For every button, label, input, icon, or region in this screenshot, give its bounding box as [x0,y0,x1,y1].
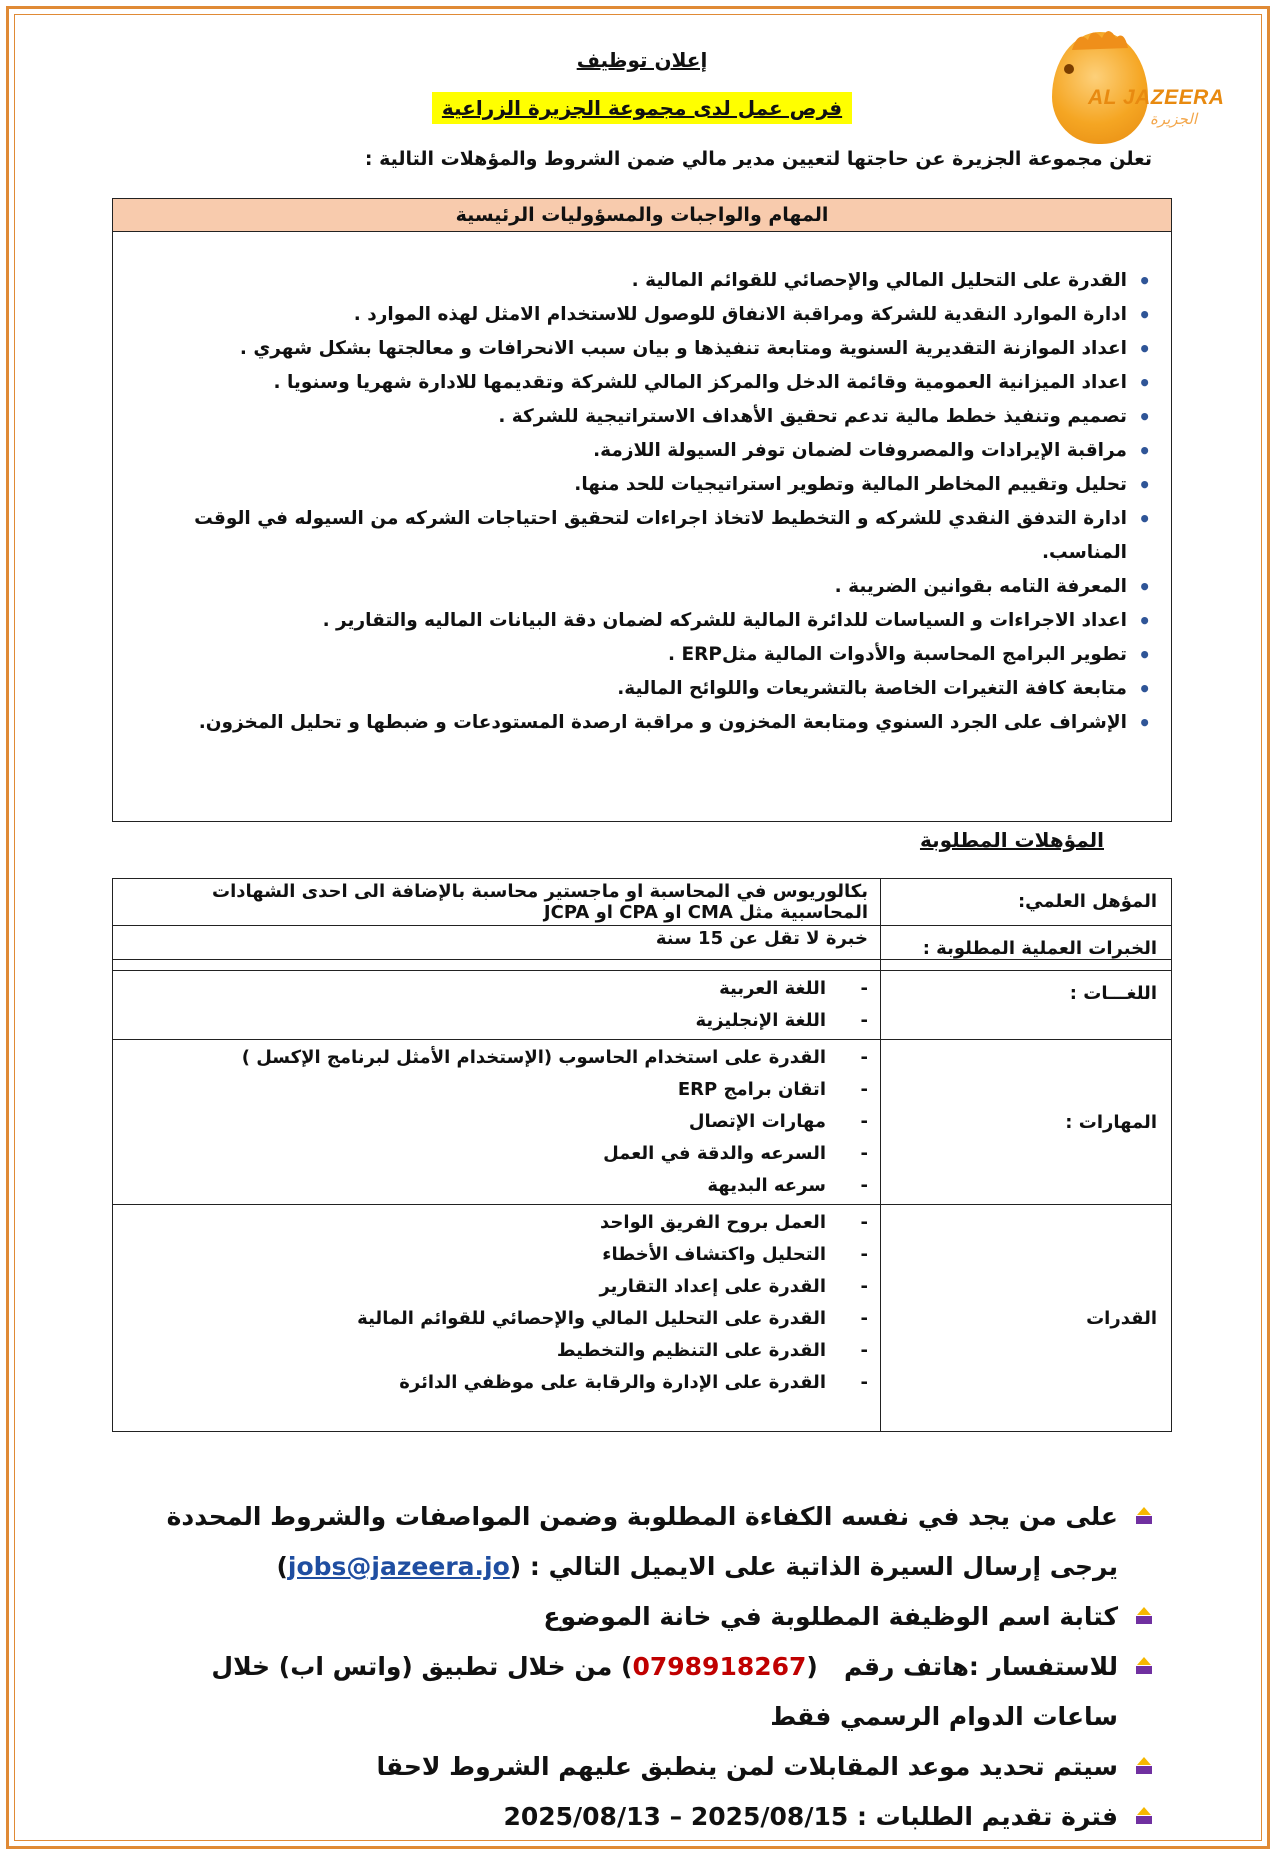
email-link[interactable]: jobs@jazeera.jo [287,1552,510,1581]
duty-item: • ادارة التدفق النقدي للشركه و التخطيط لاتخاذ اجراءات لتحقيق احتياجات الشركه من السيوله في الوقت المناسب. [127,502,1153,570]
spacer-cell [113,960,881,971]
instruction-text: فترة تقديم الطلبات : [856,1802,1118,1831]
duty-item: • الإشراف على الجرد السنوي ومتابعة المخزون و مراقبة ارصدة المستودعات و ضبطها و تحليل المخزون. [127,706,1153,740]
abilities-list [125,1207,868,1399]
list-item: - اللغة العربية [125,973,868,1005]
duty-item: • متابعة كافة التغيرات الخاصة بالتشريعات واللوائح المالية. [127,672,1153,706]
abilities-cell [113,1205,881,1432]
intro-text: تعلن مجموعة الجزيرة عن حاجتها لتعيين مدير مالي ضمن الشروط والمؤهلات التالية : [364,148,1152,170]
list-item: - القدرة على التنظيم والتخطيط [125,1335,868,1367]
list-item: - القدرة على إعداد التقارير [125,1271,868,1303]
page-subtitle: فرص عمل لدى مجموعة الجزيرة الزراعية [432,92,852,124]
education-label: المؤهل العلمي: [881,879,1172,926]
duty-item: • تحليل وتقييم المخاطر المالية وتطوير استراتيجيات للحد منها. [127,468,1153,502]
instruction-text: للاستفسار :هاتف رقم [843,1652,1118,1681]
list-item: - السرعه والدقة في العمل [125,1138,868,1170]
instruction-text: سيتم تحديد موعد المقابلات لمن ينطبق عليهم الشروط لاحقا [376,1752,1118,1781]
logo-arabic-text: الجزيرة [1150,110,1198,128]
list-item: - مهارات الإتصال [125,1106,868,1138]
list-item: - اتقان برامج ERP [125,1074,868,1106]
bullet-arrow-icon [1134,1756,1154,1776]
application-instructions [114,1492,1154,1842]
list-item: - القدرة على استخدام الحاسوب (الإستخدام الأمثل لبرنامج الإكسل ) [125,1042,868,1074]
duties-heading: المهام والواجبات والمسؤوليات الرئيسية [113,199,1171,232]
application-period [503,1802,848,1831]
abilities-label: القدرات [881,1205,1172,1432]
skills-label: المهارات : [881,1040,1172,1205]
list-item: - العمل بروح الفريق الواحد [125,1207,868,1239]
instruction-text: على من يجد في نفسه الكفاءة المطلوبة وضمن المواصفات والشروط المحددة [166,1502,1118,1531]
duty-item: • تطوير البرامج المحاسبة والأدوات المالية مثلERP . [127,638,1153,672]
date-from: 2025/08/13 [503,1802,661,1831]
languages-list [125,973,868,1037]
instruction-line: للاستفسار :هاتف رقم (0798918267) من خلال تطبيق (واتس اب) خلال [114,1642,1154,1692]
qualifications-table [112,878,1172,1432]
list-item: - القدرة على الإدارة والرقابة على موظفي الدائرة [125,1367,868,1399]
list-item: - سرعه البديهة [125,1170,868,1202]
table-row [113,926,1172,960]
table-row [113,971,1172,1040]
bullet-arrow-icon [1134,1506,1154,1526]
bullet-arrow-icon [1134,1806,1154,1826]
list-item: - التحليل واكتشاف الأخطاء [125,1239,868,1271]
announcement [112,30,1172,1830]
table-row [113,1205,1172,1432]
duty-item: • مراقبة الإيرادات والمصروفات لضمان توفر السيولة اللازمة. [127,434,1153,468]
duty-item: • تصميم وتنفيذ خطط مالية تدعم تحقيق الأهداف الاستراتيجية للشركة . [127,400,1153,434]
duty-item: • القدرة على التحليل المالي والإحصائي للقوائم المالية . [127,264,1153,298]
skills-cell [113,1040,881,1205]
experience-value: خبرة لا تقل عن 15 سنة [113,926,881,960]
page-title: إعلان توظيف [576,48,708,72]
skills-list [125,1042,868,1202]
subtitle-wrap [112,92,1172,124]
instruction-line: يرجى إرسال السيرة الذاتية على الايميل التالي : (jobs@jazeera.jo) [276,1552,1118,1581]
date-separator: – [669,1802,683,1831]
instruction-line [114,1492,1154,1542]
duties-list [113,232,1171,740]
date-to: 2025/08/15 [690,1802,849,1831]
table-row [113,879,1172,926]
instruction-text: من خلال تطبيق (واتس اب) خلال [211,1652,613,1681]
bullet-arrow-icon [1134,1656,1154,1676]
duty-item: • المعرفة التامه بقوانين الضريبة . [127,570,1153,604]
languages-label: اللغـــات : [881,971,1172,1040]
languages-cell [113,971,881,1040]
duty-item: • اعداد الموازنة التقديرية السنوية ومتابعة تنفيذها و بيان سبب الانحرافات و معالجتها بشكل شهري . [127,332,1153,366]
instruction-line [114,1692,1154,1742]
list-item: - اللغة الإنجليزية [125,1005,868,1037]
instruction-line [114,1792,1154,1842]
phone-number[interactable]: 0798918267 [632,1652,807,1681]
instruction-text: يرجى إرسال السيرة الذاتية على الايميل التالي : [529,1552,1118,1581]
duty-item: • ادارة الموارد النقدية للشركة ومراقبة الانفاق للوصول للاستخدام الامثل لهذه الموارد . [127,298,1153,332]
table-row [113,1040,1172,1205]
instruction-text: ساعات الدوام الرسمي فقط [770,1702,1118,1731]
education-value: بكالوريوس في المحاسبة او ماجستير محاسبة بالإضافة الى احدى الشهادات المحاسبية مثل CMA او CPA او JCPA [113,879,881,926]
table-spacer-row [113,960,1172,971]
experience-label: الخبرات العملية المطلوبة : [881,926,1172,960]
list-item: - القدرة على التحليل المالي والإحصائي للقوائم المالية [125,1303,868,1335]
duties-box [112,198,1172,822]
duty-item: • اعداد الميزانية العمومية وقائمة الدخل والمركز المالي للشركة وتقديمها للادارة شهريا وسنويا . [127,366,1153,400]
instruction-line [114,1742,1154,1792]
spacer-cell [881,960,1172,971]
instruction-line [114,1592,1154,1642]
bullet-arrow-icon [1134,1606,1154,1626]
qualifications-heading: المؤهلات المطلوبة [919,828,1104,852]
duty-item: • اعداد الاجراءات و السياسات للدائرة المالية للشركه لضمان دقة البيانات الماليه والتقارير . [127,604,1153,638]
logo-brand-text: AL JAZEERA [1088,86,1225,109]
instruction-text: كتابة اسم الوظيفة المطلوبة في خانة الموضوع [543,1602,1118,1631]
